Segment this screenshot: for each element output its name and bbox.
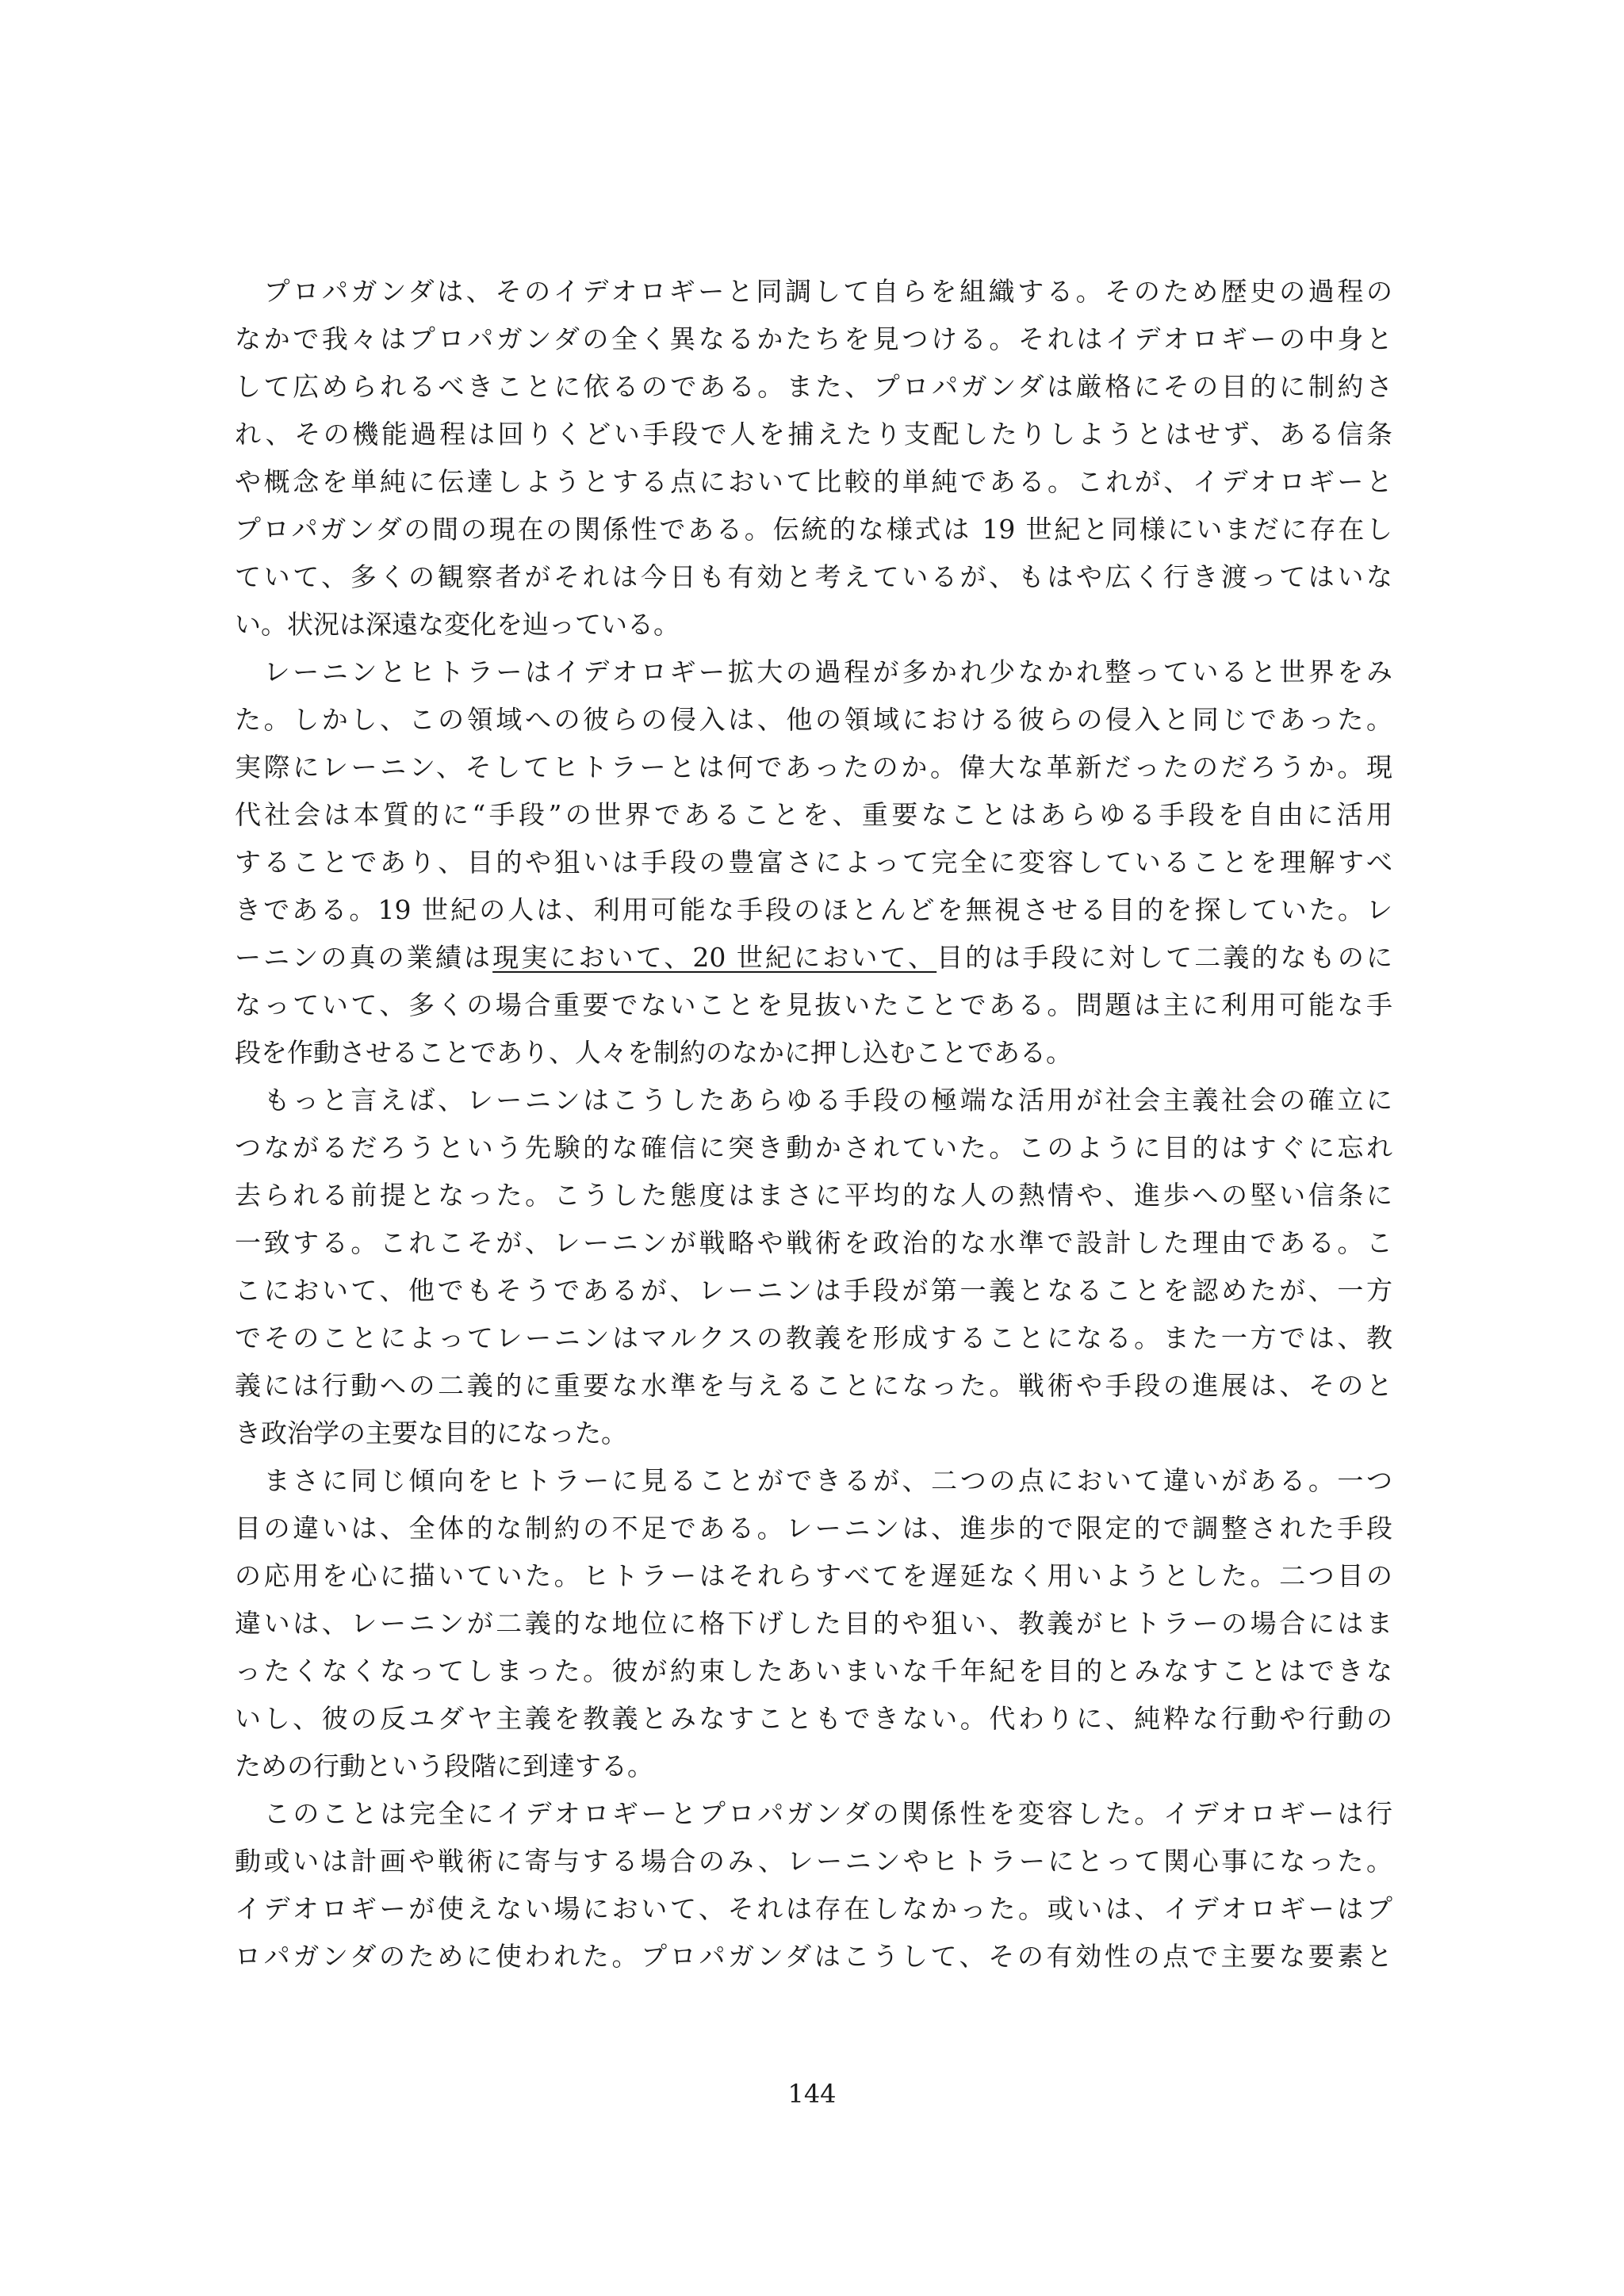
text-line bbox=[235, 934, 1392, 982]
body-text bbox=[235, 268, 1392, 1980]
text-line: 段を作動させることであり、人々を制約のなかに押し込むことである。 bbox=[235, 1037, 1072, 1068]
text-segment: 目的は手段に対して二義的なものに bbox=[936, 942, 1393, 973]
text-line: 去られる前提となった。こうした態度はまさに平均的な人の熱情や、進歩への堅い信条に bbox=[235, 1180, 1392, 1211]
text-line: いし、彼の反ユダヤ主義を教義とみなすこともできない。代わりに、純粋な行動や行動の bbox=[235, 1703, 1392, 1734]
text-line: なっていて、多くの場合重要でないことを見抜いたことである。問題は主に利用可能な手 bbox=[235, 989, 1392, 1020]
text-line: 一致する。これこそが、レーニンが戦略や戦術を政治的な水準で設計した理由である。こ bbox=[235, 1227, 1392, 1258]
paragraph bbox=[235, 1457, 1392, 1790]
text-line: きである。19 世紀の人は、利用可能な手段のほとんどを無視させる目的を探していた。レ bbox=[235, 894, 1392, 925]
paragraph bbox=[235, 1077, 1392, 1457]
text-line: なかで我々はプロパガンダの全く異なるかたちを見つける。それはイデオロギーの中身と bbox=[235, 323, 1392, 354]
text-line: することであり、目的や狙いは手段の豊富さによって完全に変容していることを理解すべ bbox=[235, 847, 1392, 878]
text-line: た。しかし、この領域への彼らの侵入は、他の領域における彼らの侵入と同じであった。 bbox=[235, 704, 1392, 735]
text-line: つながるだろうという先験的な確信に突き動かされていた。このように目的はすぐに忘れ bbox=[235, 1132, 1392, 1163]
underlined-text: 現実において、20 世紀において、 bbox=[492, 942, 937, 973]
text-segment: ーニンの真の業績は bbox=[235, 942, 493, 973]
text-line: の応用を心に描いていた。ヒトラーはそれらすべてを遅延なく用いようとした。二つ目の bbox=[235, 1560, 1392, 1591]
text-line: ための行動という段階に到達する。 bbox=[235, 1751, 653, 1781]
text-line: プロパガンダの間の現在の関係性である。伝統的な様式は 19 世紀と同様にいまだに存在し bbox=[235, 514, 1392, 545]
text-line: 違いは、レーニンが二義的な地位に格下げした目的や狙い、教義がヒトラーの場合にはま bbox=[235, 1608, 1392, 1639]
text-line: イデオロギーが使えない場において、それは存在しなかった。或いは、イデオロギーはプ bbox=[235, 1893, 1392, 1924]
text-line: い。状況は深遠な変化を辿っている。 bbox=[235, 609, 680, 640]
text-line: ロパガンダのために使われた。プロパガンダはこうして、その有効性の点で主要な要素と bbox=[235, 1941, 1392, 1972]
text-line: 代社会は本質的に“手段”の世界であることを、重要なことはあらゆる手段を自由に活用 bbox=[235, 799, 1392, 830]
text-line: れ、その機能過程は回りくどい手段で人を捕えたり支配したりしようとはせず、ある信条 bbox=[235, 419, 1392, 450]
text-line: 動或いは計画や戦術に寄与する場合のみ、レーニンやヒトラーにとって関心事になった。 bbox=[235, 1846, 1392, 1877]
text-line: プロパガンダは、そのイデオロギーと同調して自らを組織する。そのため歴史の過程の bbox=[235, 276, 1392, 307]
paragraph bbox=[235, 1790, 1392, 1980]
text-line: ったくなくなってしまった。彼が約束したあいまいな千年紀を目的とみなすことはできな bbox=[235, 1655, 1392, 1686]
text-line: このことは完全にイデオロギーとプロパガンダの関係性を変容した。イデオロギーは行 bbox=[235, 1798, 1392, 1829]
paragraph bbox=[235, 268, 1392, 649]
text-line: 義には行動への二義的に重要な水準を与えることになった。戦術や手段の進展は、そのと bbox=[235, 1370, 1392, 1401]
text-line: 実際にレーニン、そしてヒトラーとは何であったのか。偉大な革新だったのだろうか。現 bbox=[235, 752, 1392, 783]
text-line: 目の違いは、全体的な制約の不足である。レーニンは、進歩的で限定的で調整された手段 bbox=[235, 1513, 1392, 1544]
text-line: レーニンとヒトラーはイデオロギー拡大の過程が多かれ少なかれ整っていると世界をみ bbox=[235, 656, 1392, 687]
text-line: もっと言えば、レーニンはこうしたあらゆる手段の極端な活用が社会主義社会の確立に bbox=[235, 1085, 1392, 1115]
text-line: でそのことによってレーニンはマルクスの教義を形成することになる。また一方では、教 bbox=[235, 1322, 1392, 1353]
text-line: や概念を単純に伝達しようとする点において比較的単純である。これが、イデオロギーと bbox=[235, 466, 1392, 497]
text-line: き政治学の主要な目的になった。 bbox=[235, 1418, 627, 1448]
text-line: まさに同じ傾向をヒトラーに見ることができるが、二つの点において違いがある。一つ bbox=[235, 1465, 1392, 1496]
paragraph bbox=[235, 649, 1392, 1077]
page-number: 144 bbox=[787, 2079, 837, 2109]
text-line: して広められるべきことに依るのである。また、プロパガンダは厳格にその目的に制約さ bbox=[235, 371, 1392, 402]
text-line: ていて、多くの観察者がそれは今日も有効と考えているが、もはや広く行き渡ってはいな bbox=[235, 561, 1392, 592]
text-line: こにおいて、他でもそうであるが、レーニンは手段が第一義となることを認めたが、一方 bbox=[235, 1275, 1392, 1306]
